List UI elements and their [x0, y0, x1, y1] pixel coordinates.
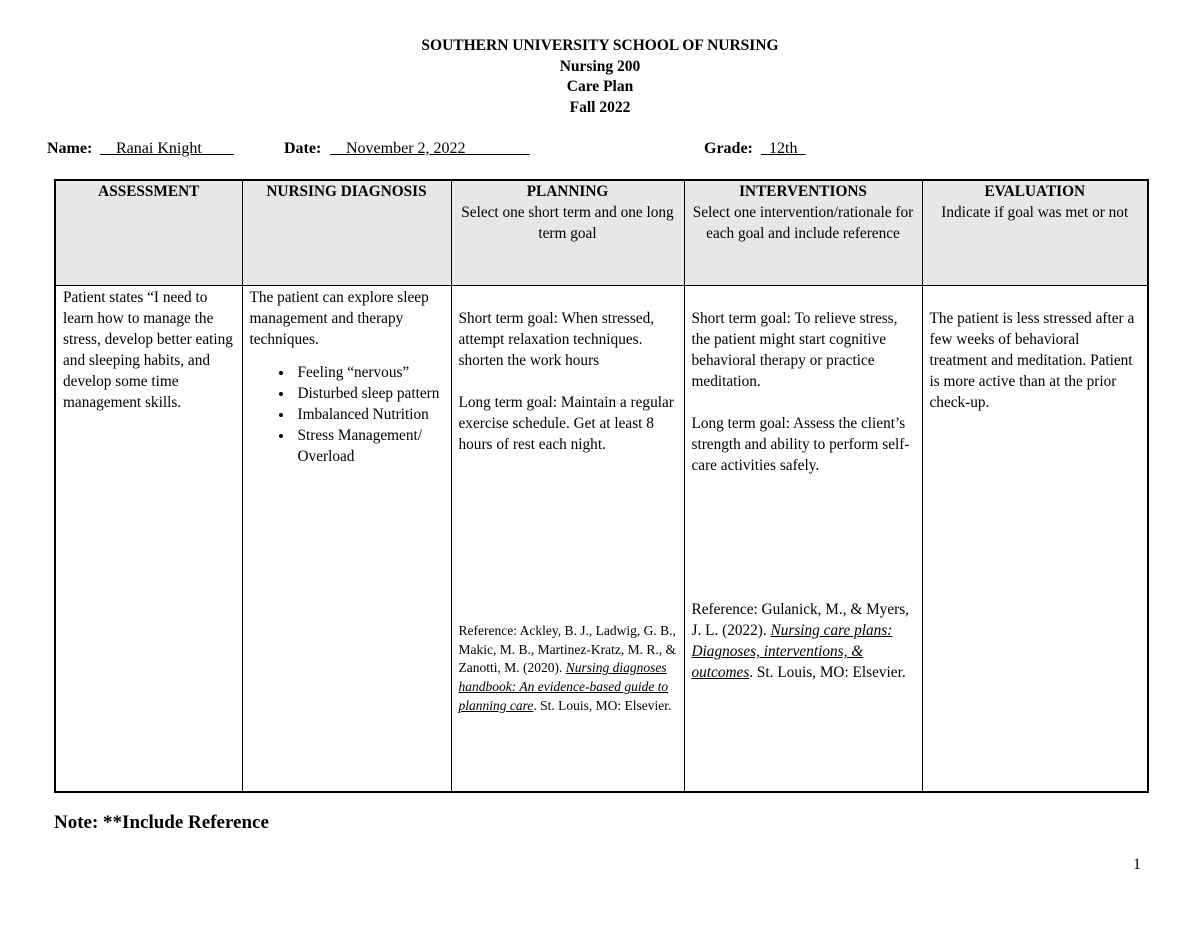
list-item: • Stress Management/ Overload [294, 425, 444, 467]
date-label: Date: [284, 140, 322, 157]
evaluation-instructions: Indicate if goal was met or not [941, 204, 1129, 221]
header-assessment: ASSESSMENT [55, 180, 242, 286]
grade-value: _12th_ [761, 140, 806, 157]
table-header-row [55, 180, 1148, 286]
interventions-cell [684, 286, 922, 793]
diagnosis-cell [242, 286, 451, 793]
term: Fall 2022 [569, 99, 631, 117]
header-evaluation: EVALUATION Indicate if goal was met or not [922, 180, 1148, 286]
interventions-reference-title: Nursing care plans: Diagnoses, interventions, & outcomes [691, 622, 893, 681]
interventions-short-term: Short term goal: To relieve stress, the patient might start cognitive behavioral therapy or practice meditation. [691, 310, 898, 390]
evaluation-text: The patient is less stressed after a few weeks of behavioral treatment and meditation. Patient is more active than at the prior check-up. [929, 310, 1135, 411]
planning-short-term: Short term goal: When stressed, attempt relaxation techniques. shorten the work hours [458, 310, 655, 369]
care-plan-table [54, 179, 1149, 793]
interventions-reference: Reference: Gulanick, M., & Myers, J. L. (2022). Nursing care plans: Diagnoses, interventions, & outcomes. St. Louis, MO: Elsevier. [691, 601, 909, 681]
document-type: Care Plan [566, 78, 634, 96]
name-label: Name: [47, 140, 93, 157]
student-info-line [47, 138, 1147, 160]
name-value: __Ranai Knight____ [100, 140, 234, 157]
table-row [55, 286, 1148, 793]
planning-reference: Reference: Ackley, B. J., Ladwig, G. B., Makic, M. B., Martinez-Kratz, M. R., & Zanotti, M. (2020). Nursing diagnoses handbook: An evidence-based guide to planning care. St. Louis, MO: Elsevier. [458, 623, 676, 713]
planning-long-term: Long term goal: Maintain a regular exercise schedule. Get at least 8 hours of rest each night. [458, 394, 674, 453]
planning-reference-title: Nursing diagnoses handbook: An evidence-based guide to planning care [458, 660, 669, 713]
course-title: Nursing 200 [559, 57, 641, 75]
assessment-cell [55, 286, 242, 793]
diagnosis-list [250, 362, 444, 467]
header-interventions: INTERVENTIONS Select one intervention/rationale for each goal and include reference [684, 180, 922, 286]
page-number: 1 [1133, 856, 1141, 873]
planning-instructions: Select one short term and one long term goal [461, 204, 674, 242]
document-header [0, 36, 1200, 119]
diagnosis-intro: The patient can explore sleep management and therapy techniques. [249, 289, 429, 348]
header-planning: PLANNING Select one short term and one long term goal [451, 180, 684, 286]
list-item: • Imbalanced Nutrition [294, 404, 444, 425]
date-value: __November 2, 2022________ [330, 140, 530, 157]
note-text: Note: **Include Reference [54, 812, 269, 833]
assessment-text: Patient states “I need to learn how to manage the stress, develop better eating and sleeping habits, and develop some time management skills. [63, 289, 233, 411]
list-item: • Disturbed sleep pattern [294, 383, 444, 404]
header-nursing-diagnosis: NURSING DIAGNOSIS [242, 180, 451, 286]
list-item: • Feeling “nervous” [294, 362, 444, 383]
school-title: SOUTHERN UNIVERSITY SCHOOL OF NURSING [421, 37, 779, 54]
interventions-instructions: Select one intervention/rationale for each goal and include reference [692, 204, 914, 242]
planning-cell [451, 286, 684, 793]
grade-label: Grade: [704, 140, 753, 157]
interventions-long-term: Long term goal: Assess the client’s strength and ability to perform self-care activities safely. [691, 415, 910, 474]
evaluation-cell [922, 286, 1148, 793]
